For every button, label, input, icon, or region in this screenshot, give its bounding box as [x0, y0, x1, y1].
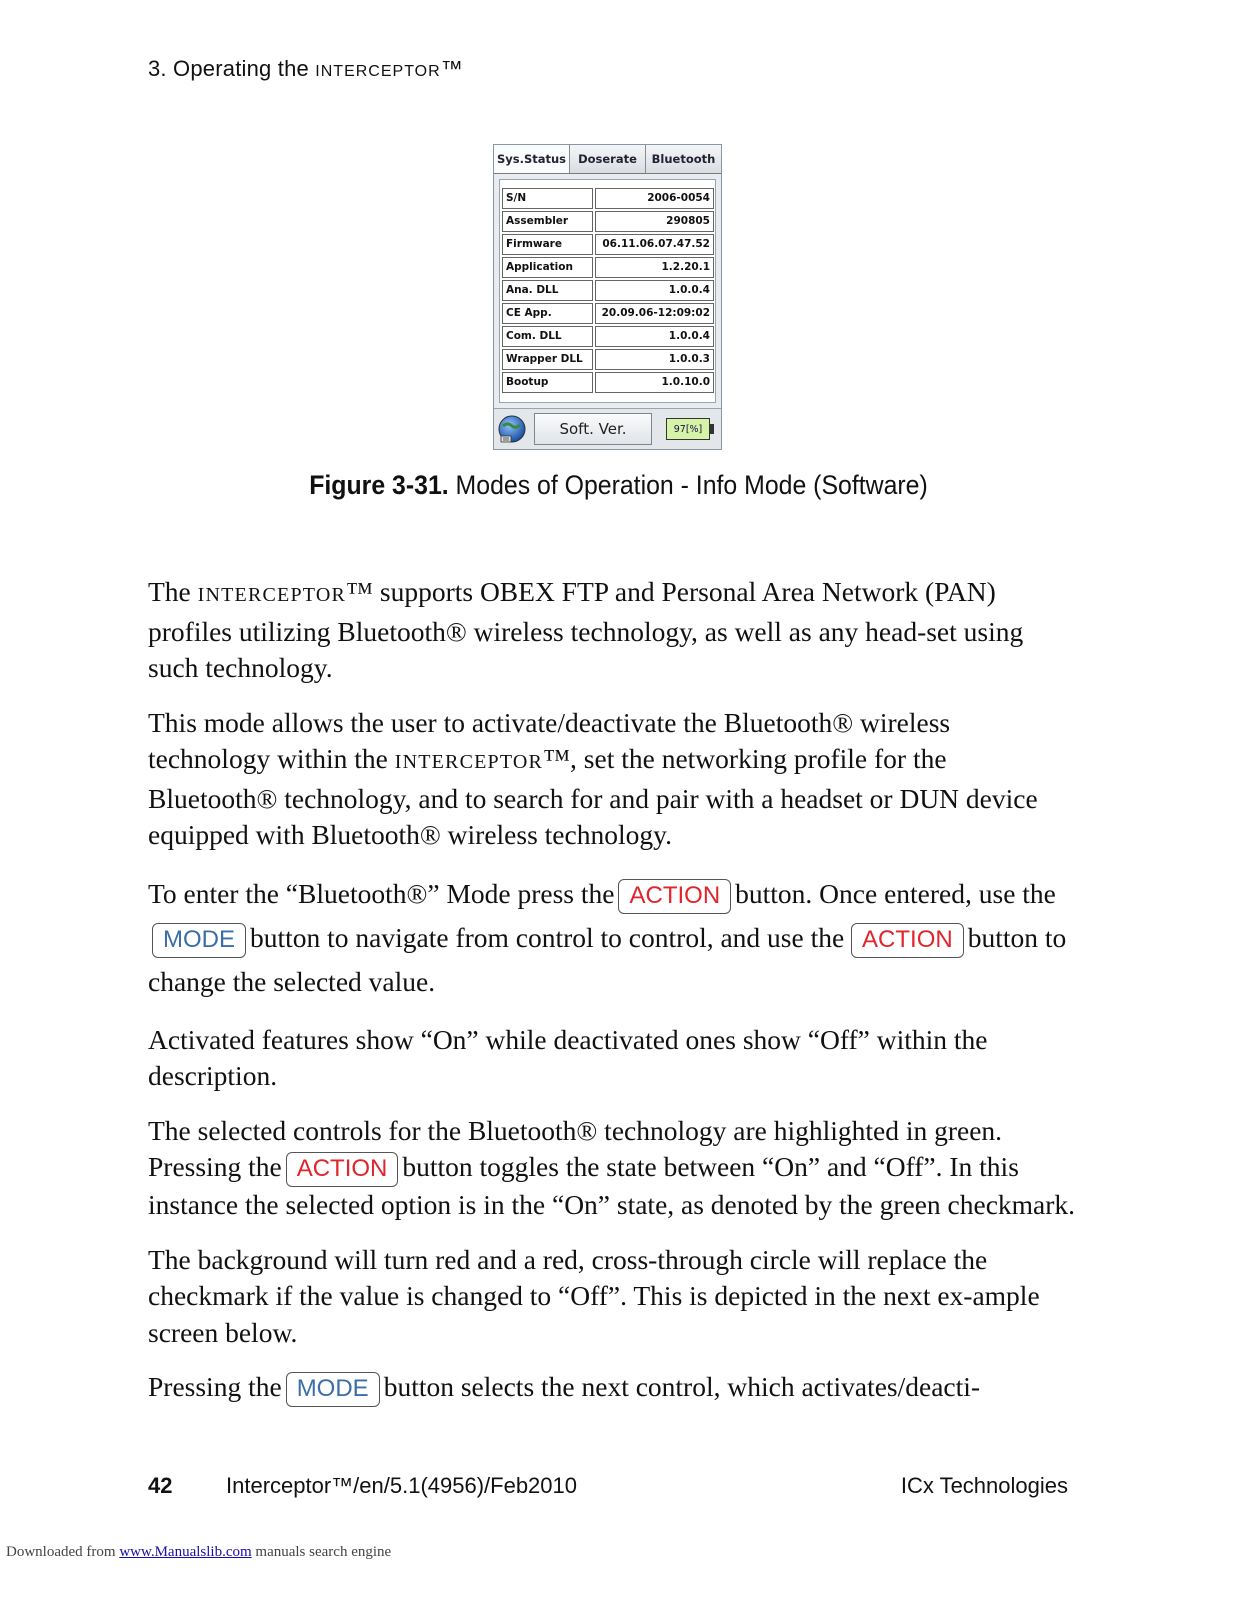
table-row [502, 188, 714, 209]
row-key: Assembler [502, 211, 593, 232]
table-row [502, 211, 714, 232]
action-key: ACTION [851, 923, 964, 958]
download-notice [6, 1544, 391, 1561]
text-span: The [148, 576, 198, 607]
page-number: 42 [148, 1473, 173, 1498]
text-span: The selected controls for the Bluetooth® technology are highlighted in green. Pressing the [148, 1114, 1003, 1182]
row-value: 290805 [595, 211, 714, 232]
text-span: This mode allows the user to activate/deactivate the Bluetooth® wireless technology within the [148, 706, 951, 774]
row-key: Application [502, 257, 593, 278]
paragraph [148, 1369, 1078, 1407]
figure-label: Figure 3-31. [309, 470, 449, 500]
row-key: Com. DLL [502, 326, 593, 347]
row-value: 06.11.06.07.47.52 [595, 234, 714, 255]
device-tabs [494, 145, 721, 174]
paragraph [148, 872, 1078, 1004]
table-row [502, 349, 714, 370]
running-head-mark: ™ [440, 56, 463, 81]
text-span: To enter the “Bluetooth®” Mode press the [148, 877, 615, 909]
action-key: ACTION [618, 879, 731, 914]
running-head [148, 56, 463, 82]
running-head-product: INTERCEPTOR [315, 63, 441, 80]
paragraph: Activated features show “On” while deactivated ones show “Off” within the description. [148, 1023, 988, 1091]
text-span: ™ supports OBEX FTP and Personal Area Network (PAN) profiles utilizing Bluetooth® wireless technology, as well as any head-set using such technology. [148, 576, 1024, 683]
soft-ver-button[interactable]: Soft. Ver. [534, 413, 652, 445]
table-row [502, 280, 714, 301]
row-value: 2006-0054 [595, 188, 714, 209]
row-key: Bootup [502, 372, 593, 393]
mode-key: MODE [152, 923, 246, 958]
body-text [148, 574, 1078, 1425]
manualslib-link[interactable]: www.Manualslib.com [119, 1544, 252, 1560]
paragraph [148, 705, 1078, 854]
battery-icon [710, 424, 714, 434]
text-span: button toggles the state between “On” and “Off”. In this instance the selected option is in the “On” state, as denoted by the green checkmark. [148, 1151, 1076, 1221]
download-suffix: manuals search engine [251, 1544, 392, 1560]
device-status-bar [494, 408, 721, 449]
globe-icon[interactable] [497, 414, 527, 444]
paragraph [148, 574, 1078, 687]
text-span: button selects the next control, which activates/deacti- [383, 1371, 981, 1403]
row-key: S/N [502, 188, 593, 209]
company-name: ICx Technologies [900, 1473, 1068, 1498]
table-row [502, 234, 714, 255]
paragraph [148, 1113, 1078, 1224]
row-key: Firmware [502, 234, 593, 255]
tab-doserate[interactable]: Doserate [570, 145, 646, 173]
row-value: 1.0.10.0 [595, 372, 714, 393]
software-info-panel [499, 179, 716, 403]
table-row [502, 372, 714, 393]
text-span: ™, set the networking profile for the Bluetooth® technology, and to search for and pair with a headset or DUN device equipped with Bluetooth® wireless technology. [148, 743, 1038, 850]
row-key: Ana. DLL [502, 280, 593, 301]
paragraph: The background will turn red and a red, cross-through circle will replace the checkmark if the value is changed to “Off”. This is depicted in the next ex-ample screen below. [148, 1243, 1040, 1348]
text-span: button to navigate from control to control, and use the [250, 921, 845, 953]
row-value: 1.2.20.1 [595, 257, 714, 278]
row-key: CE App. [502, 303, 593, 324]
info-table [502, 188, 714, 395]
figure-caption [49, 470, 1187, 501]
table-row [502, 326, 714, 347]
device-screenshot [493, 144, 722, 450]
mode-key: MODE [286, 1372, 380, 1407]
text-span: button. Once entered, use the [735, 877, 1056, 909]
running-head-prefix: 3. Operating the [148, 56, 316, 81]
text-span: Pressing the [148, 1371, 282, 1403]
tab-bluetooth[interactable]: Bluetooth [646, 145, 721, 173]
table-row [502, 303, 714, 324]
document-id: Interceptor™/en/5.1(4956)/Feb2010 [226, 1473, 578, 1498]
product-name: INTERCEPTOR [394, 751, 544, 773]
page-footer [148, 1473, 1068, 1503]
figure-title: Modes of Operation - Info Mode (Software) [448, 470, 928, 500]
text-span: button to change the selected value. [148, 921, 1067, 997]
row-value: 1.0.0.4 [595, 326, 714, 347]
download-prefix: Downloaded from [6, 1544, 120, 1560]
action-key: ACTION [286, 1152, 399, 1187]
battery-indicator: 97[%] [666, 418, 710, 440]
row-value: 1.0.0.4 [595, 280, 714, 301]
row-value: 1.0.0.3 [595, 349, 714, 370]
row-key: Wrapper DLL [502, 349, 593, 370]
product-name: INTERCEPTOR [197, 584, 347, 606]
row-value: 20.09.06-12:09:02 [595, 303, 714, 324]
tab-sys-status[interactable]: Sys.Status [494, 145, 570, 173]
table-row [502, 257, 714, 278]
